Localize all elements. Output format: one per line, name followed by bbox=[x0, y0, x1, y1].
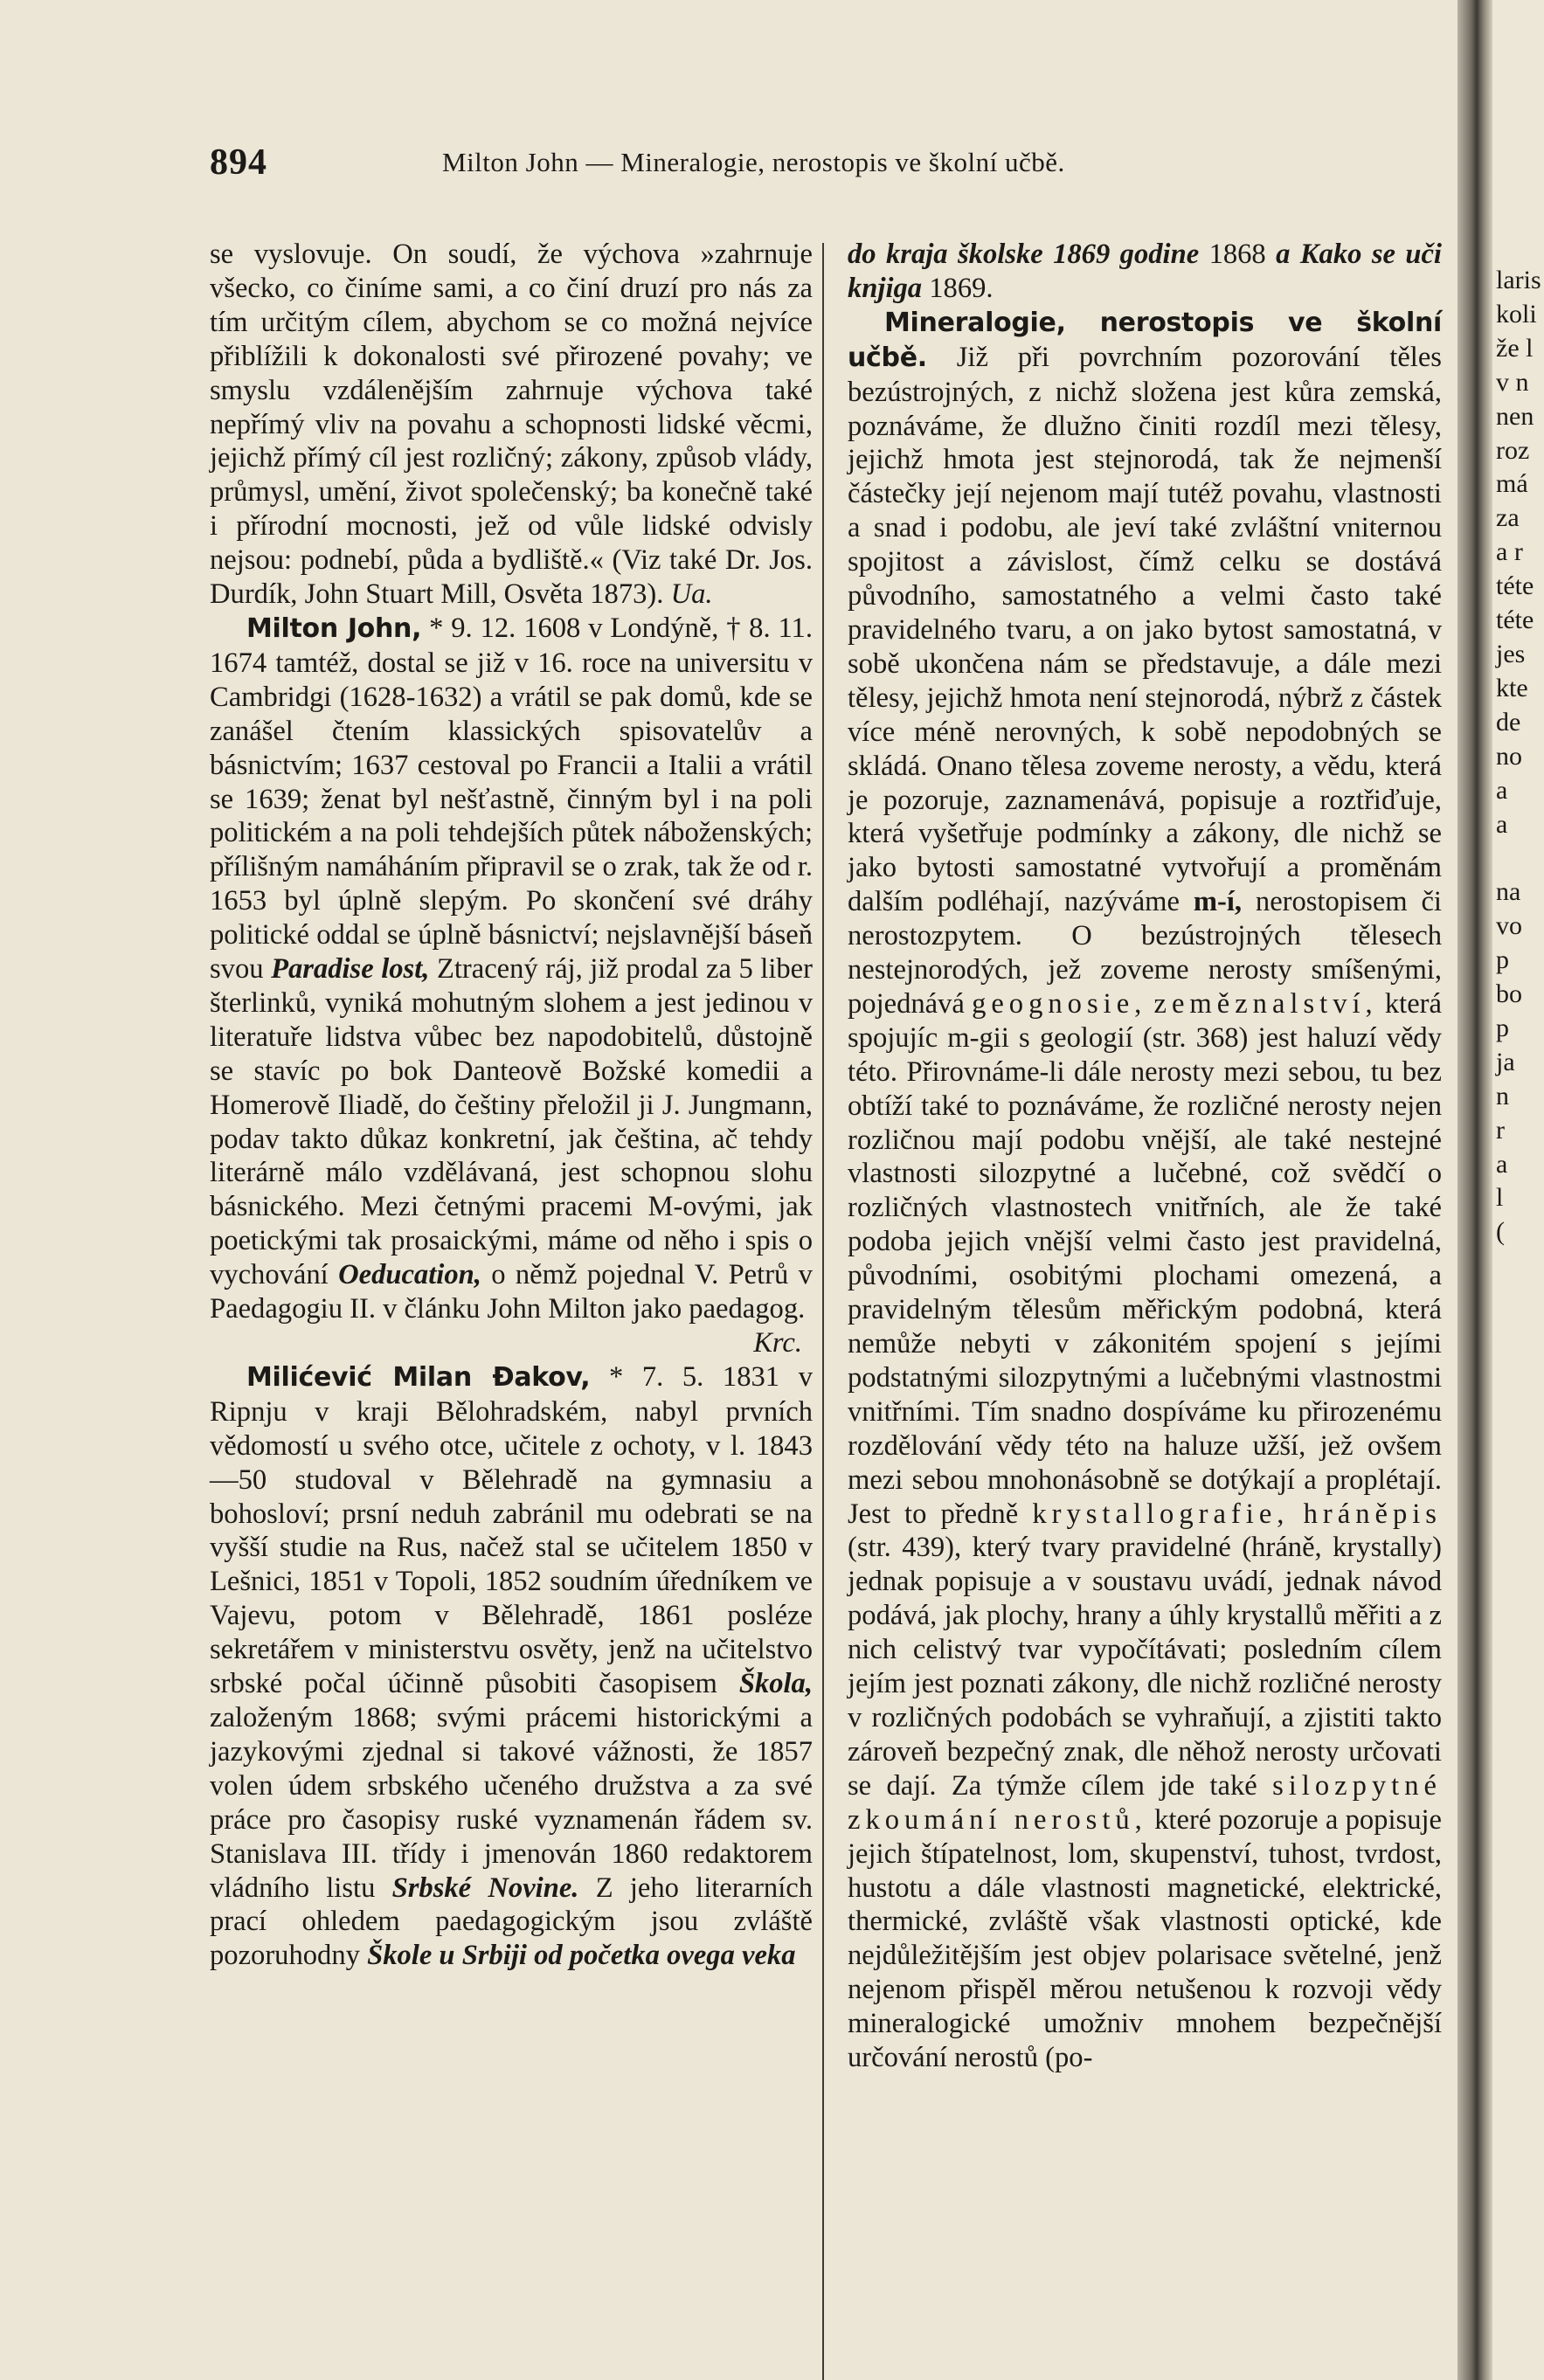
entry-milton bbox=[210, 612, 813, 1360]
milicevic-text-a: * 7. 5. 1831 v Ripnju v kraji Bělohradském, nabyl prvních vědomostí u svého otce, učitele z ochoty, v l. 1843—50 studoval v Bělehradě na gymnasiu a bohosloví; prsní neduh zabránil mu odebrati se na vyšší studie na Rus, načež stal se učitelem 1850 v Lešnici, 1851 v Topoli, 1852 soudním úředníkem ve Vajevu, potom v Bělehradě, 1861 posléze sekretářem v ministerstvu osvěty, jenž na učitelstvo srbské počal účinně působiti časopisem bbox=[210, 1360, 813, 1700]
fragment-line: jes bbox=[1496, 639, 1526, 668]
headword-milton: Milton John, bbox=[246, 612, 422, 644]
fragment-line: koli bbox=[1496, 299, 1537, 329]
fragment-line: bo bbox=[1496, 979, 1522, 1009]
fragment-line: téte bbox=[1496, 571, 1534, 601]
milicevic-text-c: Z jeho literarních prací ohledem paedagogickým jsou zvláště pozoruhodny bbox=[210, 1871, 814, 1972]
fragment-line: p bbox=[1496, 945, 1509, 975]
term-geognosie: geognosie, bbox=[972, 987, 1147, 1020]
fragment-line: ja bbox=[1496, 1047, 1515, 1076]
term-silozpytne: silozpytné zkoumání nerostů, bbox=[848, 1769, 1442, 1836]
term-hranepis: hráněpis bbox=[1303, 1498, 1442, 1530]
intro-signature: Ua. bbox=[670, 578, 713, 611]
fragment-line: na bbox=[1496, 877, 1521, 907]
fragment-line: vo bbox=[1496, 911, 1522, 941]
carryover-italic-2: Kako se uči knjiga bbox=[848, 239, 1442, 304]
running-head: Milton John — Mineralogie, nerostopis ve školní učbě. bbox=[442, 147, 1065, 177]
term-zemeznalstvi: zeměznalství, bbox=[1153, 987, 1378, 1020]
mineralogie-text-a: Již při povrchním pozorování těles bezústrojných, z nichž složena jest kůra zemská, poznáváme, že dlužno činiti rozdíl mezi tělesy, jejichž hmota jest stejnorodá, tak že nejmenší částečky její nejenom mají tutéž povahu, vlastnosti a snad i podobu, ale jeví také zvláštní vniternou spojitost a závislost, čímž celku se dostává původního, samostatného a velmi často také pravidelného tvaru, a on jako bytost samostatná, v sobě ukončena nám se představuje, a dále mezi tělesy, jejichž hmota není stejnorodá, nýbrž z částek více méně nerovných, k sobě nepodobných se skládá. Onano tělesa zoveme nerosty, a vědu, která je pozoruje, zaznamenává, popisuje a roztřiďuje, která vyšetřuje podmínky a zákony, dle nichž se jako bytosti samostatné vytvořují a proměnám dalším podléhají, nazýváme bbox=[848, 341, 1442, 918]
fragment-line: kte bbox=[1496, 673, 1528, 702]
term-krystallografie: krystallografie, bbox=[1032, 1498, 1290, 1530]
fragment-line: za bbox=[1496, 503, 1520, 533]
column-divider bbox=[822, 243, 824, 2380]
milicevic-text-b: založeným 1868; svými prácemi historickými a jazykovými zjednal si takové vážnosti, že 1857 volen údem srbského učeného družstva a za své práce pro časopisy ruské vyznamenán řádem sv. Stanislava III. třídy i jmenován 1860 redaktorem vládního listu bbox=[210, 1701, 813, 1904]
fragment-line bbox=[1496, 841, 1541, 875]
fragment-line: že l bbox=[1496, 333, 1534, 363]
milicevic-work-skola: Škola, bbox=[738, 1668, 813, 1700]
fragment-line: laris bbox=[1496, 266, 1541, 294]
carryover-year: 1868 bbox=[1208, 239, 1266, 270]
fragment-line: r bbox=[1496, 1115, 1505, 1145]
page-header bbox=[210, 142, 1442, 194]
mineralogie-text-c: která spojujíc m-gii s geologií (str. 368) jest haluzí vědy této. Přirovnáme-li dále nerosty mezi sebou, tu bez obtíží také to poznáváme, že rozličné nerosty nejen rozličnou mají podobu vnější, ale také nestejné vlastnosti silozpytné a lučebné, což svědčí o rozličných vlastnostech vnitřních, ale že také podoba jejich vnější velmi často jest pravidelná, původními, osobitými plochami omezená, a pravidelným tělesům měřickým podobná, která nemůže nebyti v zákonitém spojení s jejími podstatnými silozpytnými a lučebnými vlastnostmi vnitřními. Tím snadno dospíváme ku přirozenému rozdělování vědy této na haluze užší, jež ovšem mezi sebou mnohonásobně se dotýkají a proplétají. Jest to předně bbox=[848, 987, 1442, 1530]
right-column bbox=[848, 238, 1442, 2075]
next-page-edge bbox=[1492, 0, 1544, 2380]
milton-signature: Krc. bbox=[753, 1327, 802, 1359]
intro-paragraph bbox=[210, 238, 813, 612]
fragment-line: l bbox=[1496, 1183, 1504, 1213]
fragment-line: v n bbox=[1496, 367, 1529, 397]
page-number: 894 bbox=[210, 142, 267, 183]
book-gutter-shadow bbox=[1457, 0, 1492, 2380]
carryover-and: a bbox=[1276, 239, 1291, 270]
fragment-line: nen bbox=[1496, 401, 1534, 431]
fragment-line: ( bbox=[1496, 1217, 1505, 1247]
fragment-line: no bbox=[1496, 741, 1522, 771]
headword-mineralogie: Mineralogie, nerostopis ve školní učbě. bbox=[848, 307, 1442, 373]
fragment-line: de bbox=[1496, 707, 1521, 737]
mineralogie-text-e: které pozoruje a popisuje jejich štípatelnost, lom, skupenství, tuhost, tvrdost, hustotu a dále vlastnosti magnetické, elektrické, thermické, zvláště však vlastnosti optické, kde nejdůležitějším jest objev polarisace světelné, jenž nejenom přispěl měrou netušenou k rozvoji vědy mineralogické umožniv mnohem bezpečnější určování nerostů (po- bbox=[848, 1803, 1442, 2074]
milton-text-c: o němž pojednal V. Petrů v Paedagogiu II. v článku John Milton jako paedagog. bbox=[210, 1259, 813, 1325]
milton-text-a: * 9. 12. 1608 v Londýně, † 8. 11. 1674 tamtéž, dostal se již v 16. roce na universitu v Cambridgi (1628-1632) a vrátil se pak domů, kde se zanášel čtením klassických spisovatelův a básnictvím; 1637 cestoval po Francii a Italii a vrátil se 1639; ženat byl nešťastně, činným byl i na poli politickém a na poli tehdejších půtek náboženských; přílišným namáháním připravil se o zrak, tak že od r. 1653 byl úplně slepým. Po skončení své dráhy politické oddal se úplně básnictví; nejslavnější báseň svou bbox=[210, 612, 813, 986]
mineralogie-text-d: (str. 439), který tvary pravidelné (hráně, krystally) jednak popisuje a v soustavu uvádí, jednak návod podává, jak plochy, hrany a úhly krystallů měřiti a z nich celistvý tvar vypočítávati; posledním cílem jejím jest poznati zákony, dle nichž rozličné nerosty v rozličných podobách se vyhraňují, a zjistiti takto zároveň bezpečný znak, dle něhož nerosty určovati se dají. Za týmže cílem jde také bbox=[848, 1532, 1442, 1802]
carryover-end: 1869. bbox=[929, 272, 994, 304]
mineralogie-text-b: nerostopisem či nerostozpytem. O bezústrojných tělesech nestejnorodých, jež zoveme nerosty smíšenými, pojednává bbox=[848, 886, 1442, 1020]
intro-text: se vyslovuje. On soudí, že výchova »zahrnuje všecko, co činíme sami, a co činí druzí pro nás za tím určitým cílem, abychom se co možná nejvíce přiblížili k dokonalosti své přirozené povahy; ve smyslu vzdálenějším zahrnuje výchova také nepřímý vliv na povahu a schopnosti lidské věcmi, jejichž přímý cíl jest rozličný; zákony, způsob vlády, průmysl, umění, život společenský; ba konečně také i přírodní mocnosti, jež od vůle lidské odvisly nejsou: podnebí, půda a bydliště.« (Viz také Dr. Jos. Durdík, John Stuart Mill, Osvěta 1873). bbox=[210, 239, 813, 611]
term-m: m-í, bbox=[1193, 886, 1243, 918]
headword-milicevic: Milićević Milan Đakov, bbox=[246, 1361, 591, 1393]
fragment-line: a r bbox=[1496, 537, 1523, 567]
fragment-line: téte bbox=[1496, 605, 1534, 635]
fragment-line: p bbox=[1496, 1013, 1509, 1042]
next-page-fragments bbox=[1492, 264, 1541, 1249]
milton-work-education: Oeducation, bbox=[338, 1259, 481, 1291]
milton-text-b: Ztracený ráj, již prodal za 5 liber šterlinků, vyniká mohutným slohem a jest jedinou v literatuře lidstva vůbec bez napodobitelů, důstojně se stavíc po bok Danteově Božské komedii a Homerově Iliadě, do češtiny přeložil ji J. Jungmann, podav takto důkaz konkretní, jak čeština, ač tehdy literárně málo vzdělávaná, jest schopnou slohu básnického. Mezi četnými pracemi M-ovými, jak poetickými tak prosaickými, máme od něho i spis o vychování bbox=[210, 953, 813, 1291]
fragment-line: roz bbox=[1496, 435, 1530, 465]
milicevic-work-srbiji: Škole u Srbiji od početka ovega veka bbox=[367, 1940, 796, 1972]
entry-milicevic bbox=[210, 1360, 813, 1973]
left-column bbox=[210, 238, 813, 1973]
fragment-line: n bbox=[1496, 1081, 1509, 1110]
entry-mineralogie bbox=[848, 306, 1442, 2075]
carryover-paragraph bbox=[848, 238, 1442, 306]
milton-work-paradise: Paradise lost, bbox=[271, 953, 430, 986]
fragment-line: a bbox=[1496, 809, 1508, 839]
fragment-line: a bbox=[1496, 775, 1508, 805]
carryover-italic: do kraja školske 1869 godine bbox=[848, 239, 1200, 270]
fragment-line: má bbox=[1496, 469, 1528, 499]
fragment-line: a bbox=[1496, 1149, 1508, 1179]
milicevic-work-novine: Srbské Novine. bbox=[391, 1871, 579, 1904]
